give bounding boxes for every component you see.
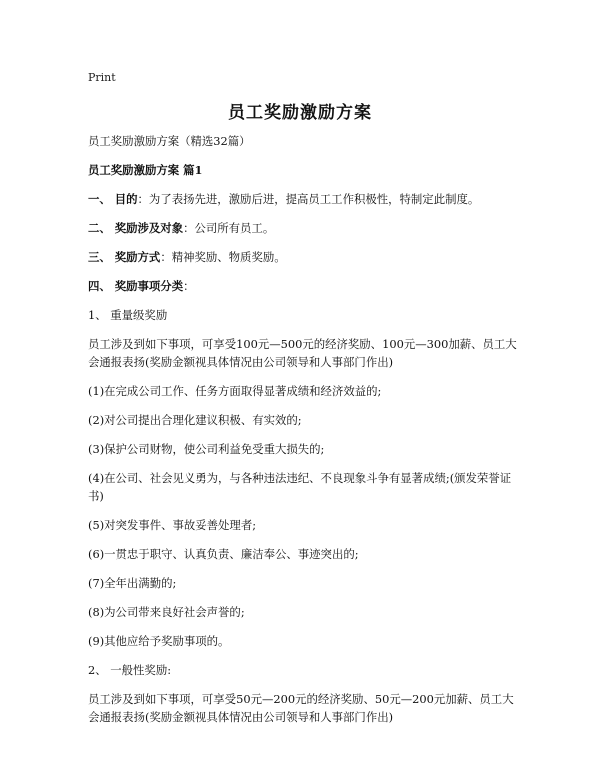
list-item: (7)全年出满勤的;: [88, 576, 177, 590]
section-heading: 员工奖励激励方案 篇1: [88, 163, 203, 177]
list-item: (8)为公司带来良好社会声誉的;: [88, 605, 245, 619]
item-categories: [88, 277, 518, 295]
list-item: (3)保护公司财物，使公司利益免受重大损失的;: [88, 442, 325, 456]
item-text: ：精神奖励、物质奖励。: [160, 250, 286, 264]
item-label: 二、 奖励涉及对象: [88, 221, 184, 235]
item-label: 一、 目的: [88, 192, 138, 206]
list-item: (1)在完成公司工作、任务方面取得显著成绩和经济效益的;: [88, 384, 382, 398]
sub-heading-general: 2、 一般性奖励:: [88, 663, 172, 677]
page-title: 员工奖励激励方案: [228, 103, 372, 123]
list-item: (2)对公司提出合理化建议积极、有实效的;: [88, 413, 302, 427]
item-purpose: [88, 190, 518, 208]
list-item: (6)一贯忠于职守、认真负责、廉洁奉公、事迹突出的;: [88, 547, 359, 561]
paragraph-major: 员工涉及到如下事项，可享受100元—500元的经济奖励、100元—300加薪、员工大会通报表扬(奖励金额视具体情况由公司领导和人事部门作出): [88, 337, 517, 369]
item-label: 四、 奖励事项分类: [88, 279, 184, 293]
item-text: ：公司所有员工。: [183, 221, 275, 235]
item-text: ：为了表扬先进，激励后进，提高员工工作积极性，特制定此制度。: [137, 192, 480, 206]
item-method: [88, 248, 518, 266]
item-label: 三、 奖励方式: [88, 250, 161, 264]
list-item: (9)其他应给予奖励事项的。: [88, 634, 230, 648]
print-link[interactable]: Print: [88, 71, 116, 84]
item-target: [88, 219, 518, 237]
document-body: [88, 132, 518, 726]
paragraph-general: 员工涉及到如下事项，可享受50元—200元的经济奖励、50元—200元加薪、员工大会通报表扬(奖励金额视具体情况由公司领导和人事部门作出): [88, 692, 514, 724]
list-item: (5)对突发事件、事故妥善处理者;: [88, 518, 257, 532]
doc-subtitle: 员工奖励激励方案（精选32篇）: [88, 134, 251, 148]
list-item: (4)在公司、社会见义勇为，与各种违法违纪、不良现象斗争有显著成绩;(颁发荣誉证书): [88, 471, 512, 503]
item-text: ：: [183, 279, 195, 293]
sub-heading-major: 1、 重量级奖励: [88, 308, 168, 322]
